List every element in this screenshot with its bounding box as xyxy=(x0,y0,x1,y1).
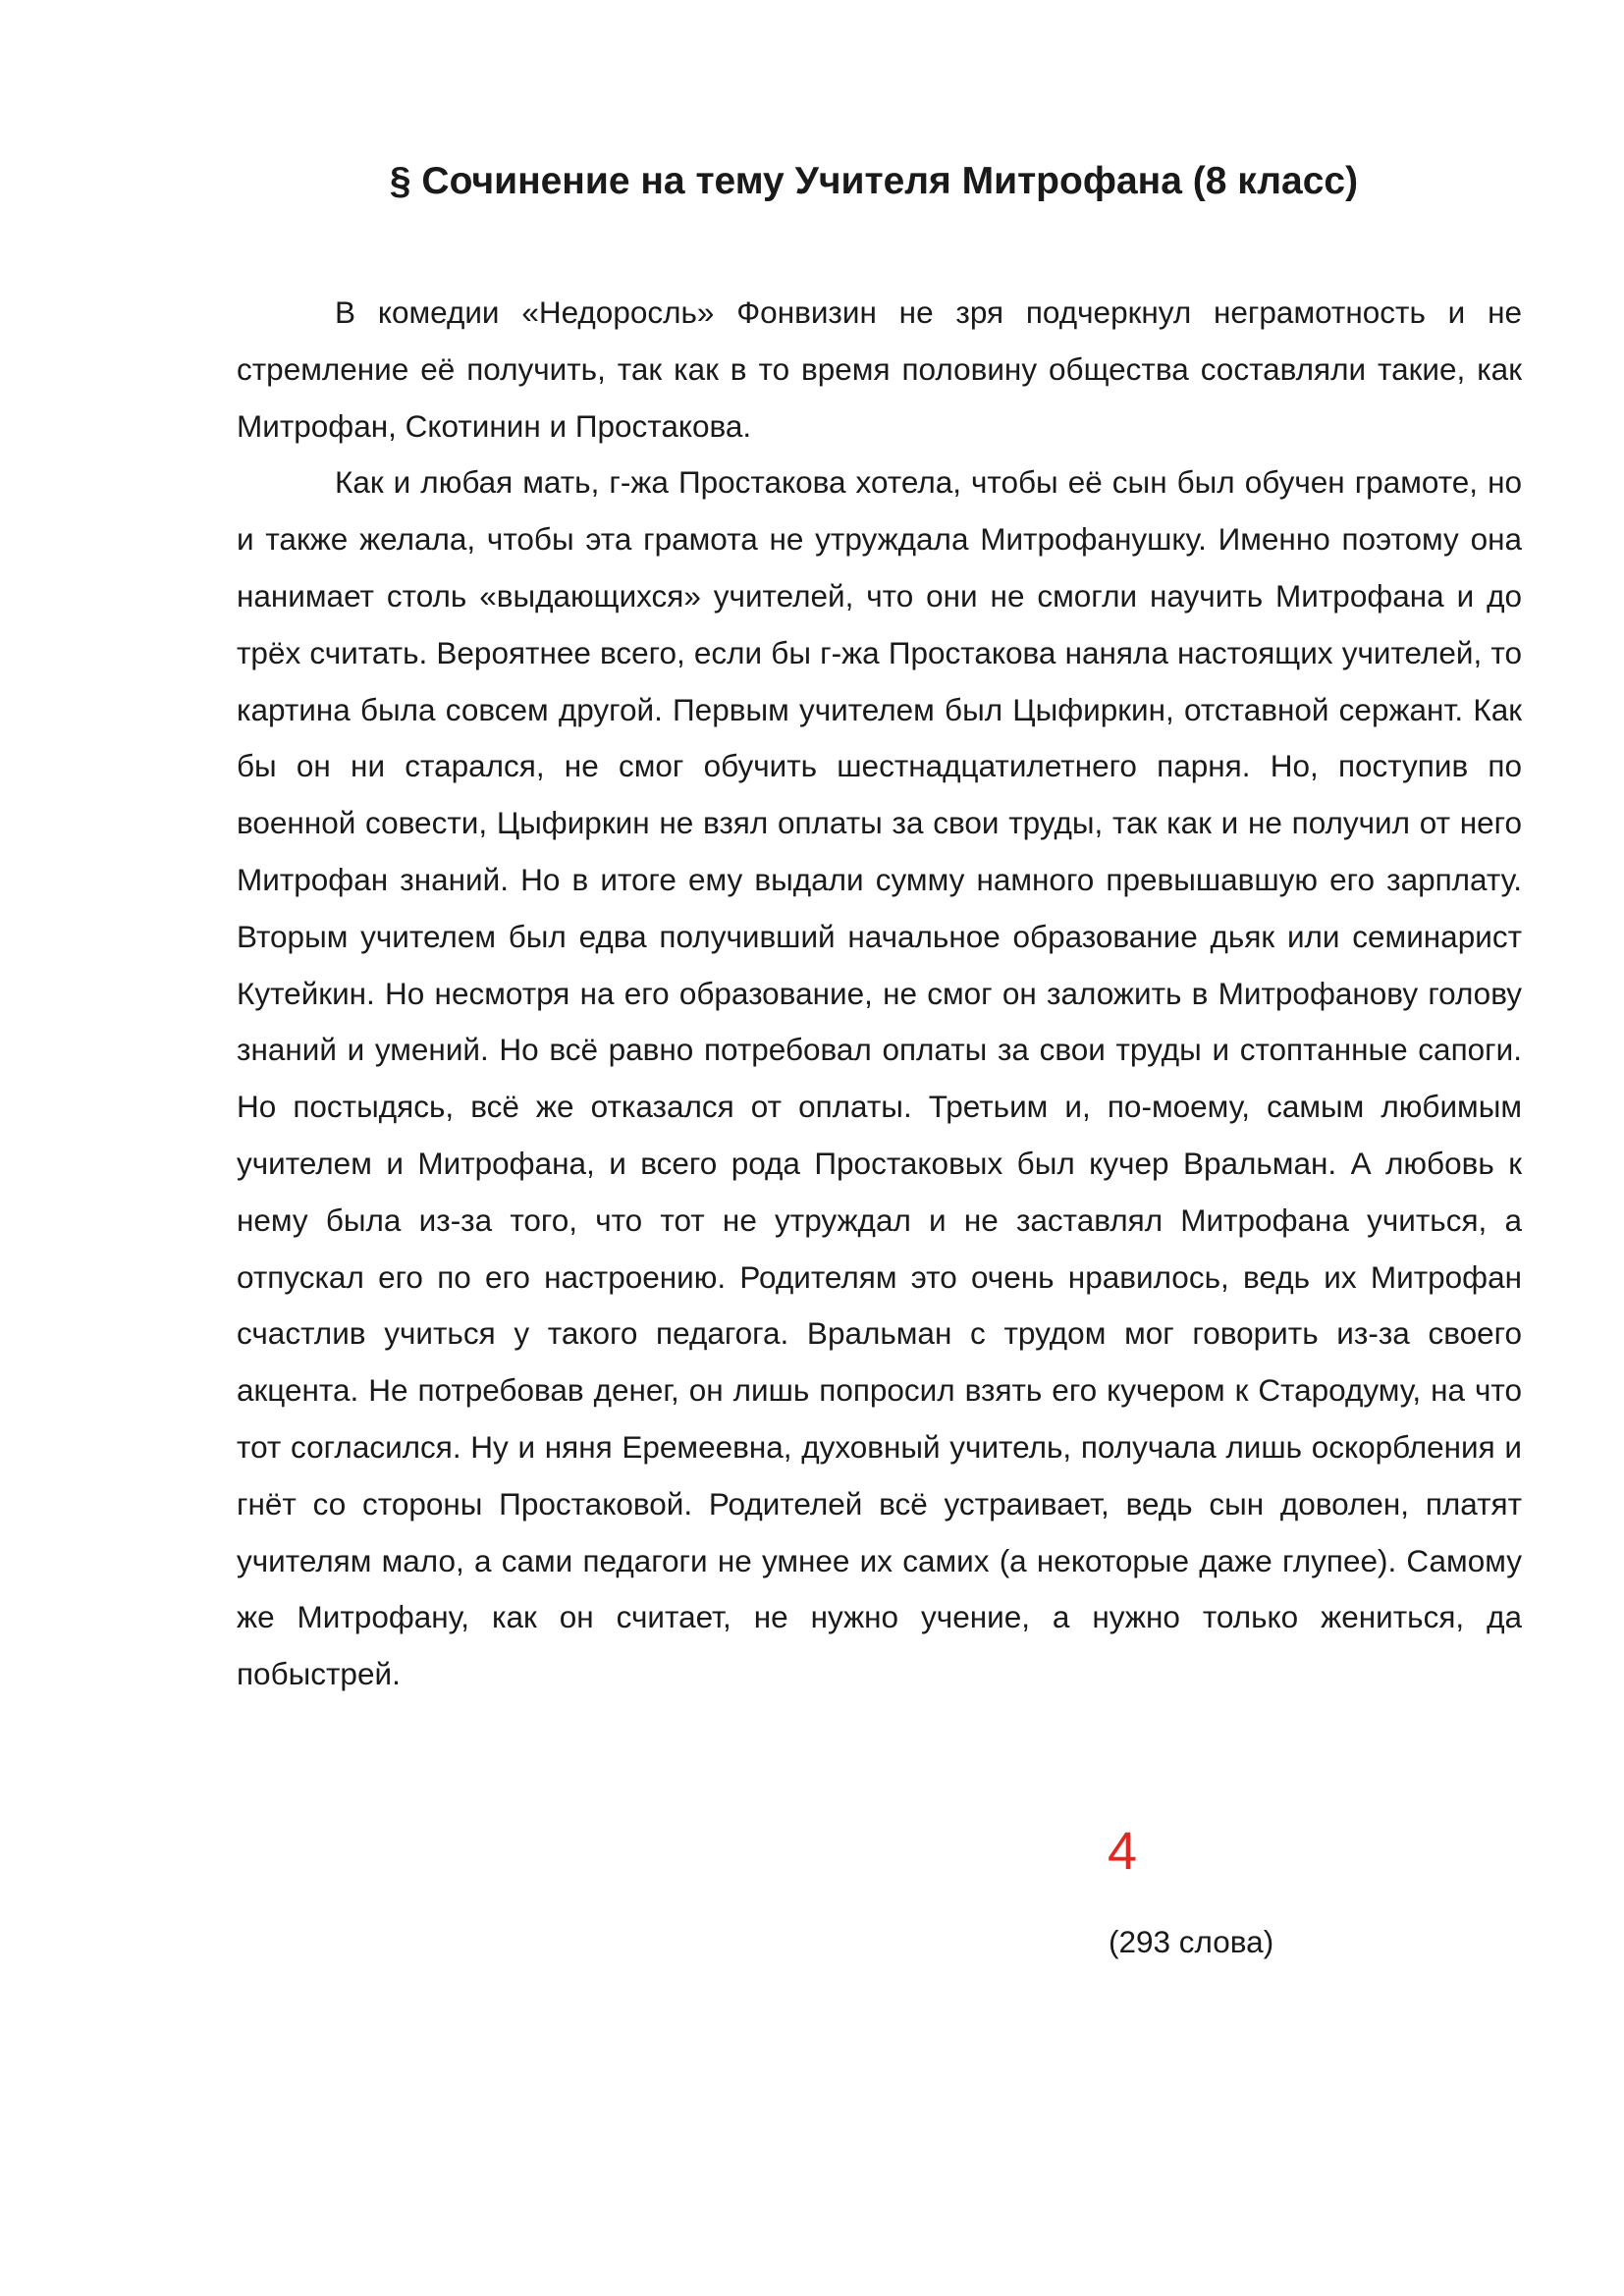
word-count: (293 слова) xyxy=(1109,1924,1274,1959)
essay-title: § Сочинение на тему Учителя Митрофана (8 класс) xyxy=(389,160,1359,202)
essay-paragraph-1: В комедии «Недоросль» Фонвизин не зря подчеркнул неграмотность и не стремление её получить, так как в то время половину общества составляли такие, как Митрофан, Скотинин и Простакова. xyxy=(237,294,1522,444)
grade-mark: 4 xyxy=(1108,1822,1138,1881)
essay-paragraph-2: Как и любая мать, г-жа Простакова хотела, чтобы её сын был обучен грамоте, но и также желала, чтобы эта грамота не утруждала Митрофанушку. Именно поэтому она нанимает столь «выдающихся» учителей, что они не смогли научить Митрофана и до трёх считать. Вероятнее всего, если бы г-жа Простакова наняла настоящих учителей, то картина была совсем другой. Первым учителем был Цыфиркин, отставной сержант. Как бы он ни старался, не смог обучить шестнадцатилетнего парня. Но, поступив по военной совести, Цыфиркин не взял оплаты за свои труды, так как и не получил от него Митрофан знаний. Но в итоге ему выдали сумму намного превышавшую его зарплату. Вторым учителем был едва получивший начальное образование дьяк или семинарист Кутейкин. Но несмотря на его образование, не смог он заложить в Митрофанову голову знаний и умений. Но всё равно потребовал оплаты за свои труды и стоптанные сапоги. Но постыдясь, всё же отказался от оплаты. Третьим и, по-моему, самым любимым учителем и Митрофана, и всего рода Простаковых был кучер Вральман. А любовь к нему была из-за того, что тот не утруждал и не заставлял Митрофана учиться, а отпускал его по его настроению. Родителям это очень нравилось, ведь их Митрофан счастлив учиться у такого педагога. Вральман с трудом мог говорить из-за своего акцента. Не потребовав денег, он лишь попросил взять его кучером к Стародуму, на что тот согласился. Ну и няня Еремеевна, духовный учитель, получала лишь оскорбления и гнёт со стороны Простаковой. Родителей всё устраивает, ведь сын доволен, платят учителям мало, а сами педагоги не умнее их самих (а некоторые даже глупее). Самому же Митрофану, как он считает, не нужно учение, а нужно только жениться, да побыстрей. xyxy=(237,464,1522,1692)
essay-body xyxy=(237,285,1522,1703)
